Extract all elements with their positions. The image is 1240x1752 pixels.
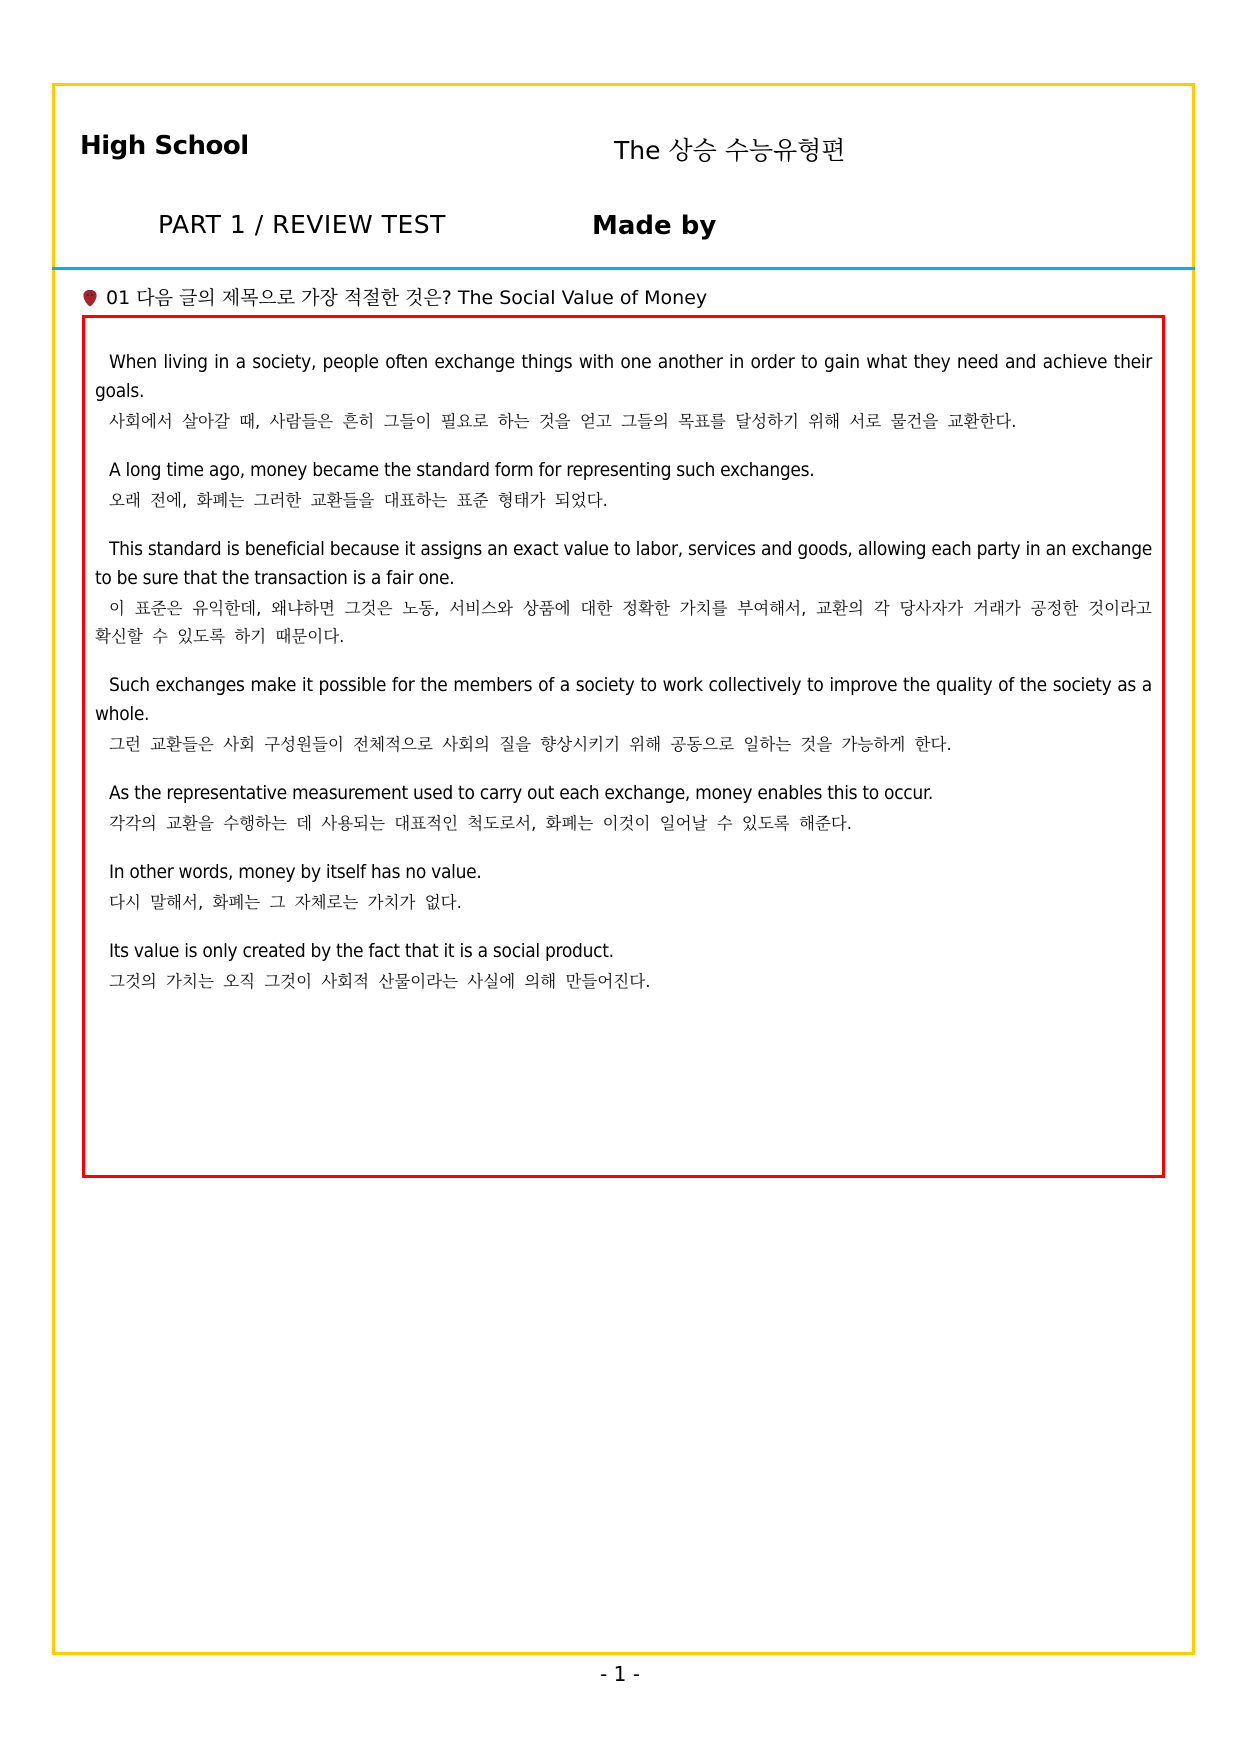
passage-box: [82, 315, 1165, 1178]
paragraph: [95, 456, 1152, 515]
english-sentence: In other words, money by itself has no value.: [109, 861, 482, 883]
english-sentence: This standard is beneficial because it assigns an exact value to labor, services and goods, allowing each party in an exchange to be sure that the transaction is a fair one.: [95, 538, 1152, 589]
korean-translation: 그런 교환들은 사회 구성원들이 전체적으로 사회의 질을 향상시키기 위해 공동으로 일하는 것을 가능하게 한다.: [109, 735, 952, 754]
korean-translation: 각각의 교환을 수행하는 데 사용되는 대표적인 척도로서, 화폐는 이것이 일어날 수 있도록 해준다.: [109, 814, 853, 833]
paragraph: [95, 348, 1152, 436]
strawberry-icon: [82, 287, 98, 307]
english-sentence: A long time ago, money became the standard form for representing such exchanges.: [109, 459, 815, 481]
korean-translation: 다시 말해서, 화폐는 그 자체로는 가치가 없다.: [109, 893, 462, 912]
english-sentence: Its value is only created by the fact that it is a social product.: [109, 940, 614, 962]
korean-translation: 그것의 가치는 오직 그것이 사회적 산물이라는 사실에 의해 만들어진다.: [109, 972, 651, 991]
part-title: PART 1 / REVIEW TEST: [158, 210, 446, 239]
paragraph: [95, 937, 1152, 996]
korean-translation: 오래 전에, 화폐는 그러한 교환들을 대표하는 표준 형태가 되었다.: [109, 491, 608, 510]
paragraph: [95, 779, 1152, 838]
question-text: 01 다음 글의 제목으로 가장 적절한 것은? The Social Value of Money: [106, 287, 708, 309]
page-number: - 1 -: [600, 1662, 640, 1686]
english-sentence: Such exchanges make it possible for the members of a society to work collectively to improve the quality of the society as a whole.: [95, 674, 1152, 725]
book-title: The 상승 수능유형편: [614, 136, 846, 165]
paragraph: [95, 858, 1152, 917]
paragraph: [95, 535, 1152, 651]
made-by-label: Made by: [592, 211, 717, 241]
english-sentence: When living in a society, people often exchange things with one another in order to gain what they need and achieve their goals.: [95, 351, 1152, 402]
passage-content: [95, 348, 1152, 1016]
school-level-title: High School: [80, 131, 249, 161]
korean-translation: 이 표준은 유익한데, 왜냐하면 그것은 노동, 서비스와 상품에 대한 정확한 가치를 부여해서, 교환의 각 당사자가 거래가 공정한 것이라고 확신할 수 있도록 하기 때문이다.: [95, 599, 1152, 646]
paragraph: [95, 671, 1152, 759]
header-divider: [52, 267, 1195, 270]
question-heading: [82, 283, 707, 310]
english-sentence: As the representative measurement used to carry out each exchange, money enables this to occur.: [109, 782, 934, 804]
korean-translation: 사회에서 살아갈 때, 사람들은 흔히 그들이 필요로 하는 것을 얻고 그들의 목표를 달성하기 위해 서로 물건을 교환한다.: [109, 412, 1017, 431]
